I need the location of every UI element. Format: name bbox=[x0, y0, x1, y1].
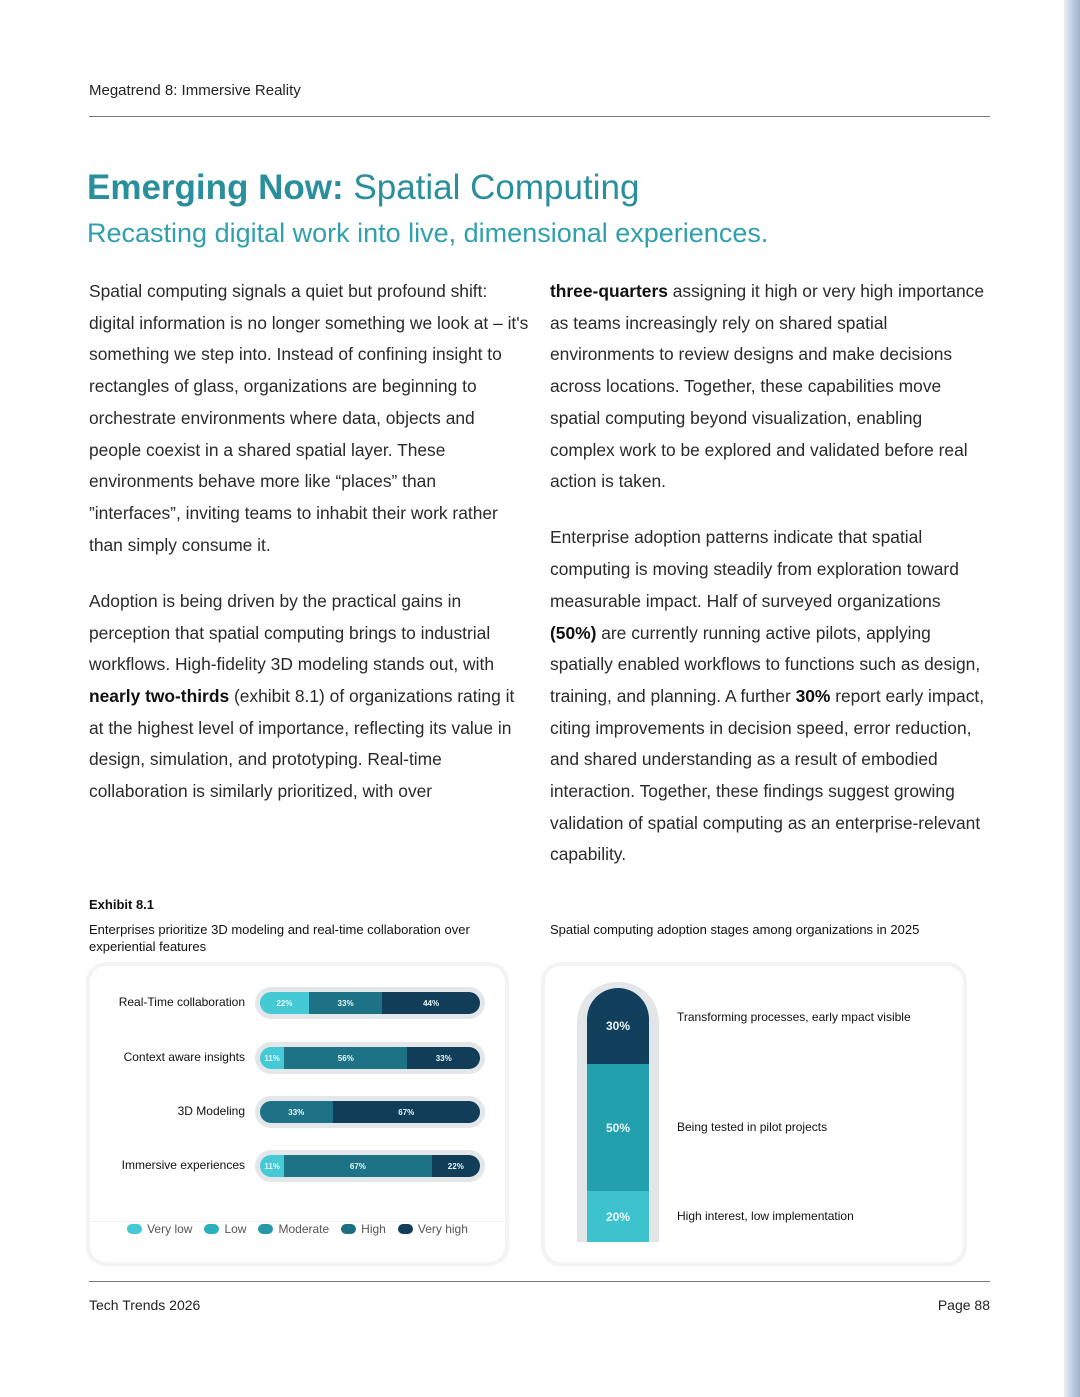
bar-track bbox=[255, 1096, 485, 1128]
chart-row bbox=[90, 1150, 500, 1182]
bar-segment-very-low: 11% bbox=[260, 1047, 284, 1069]
bar-segment-high: 33% bbox=[309, 992, 382, 1014]
legend-swatch bbox=[204, 1224, 219, 1234]
bar-segment-high: 56% bbox=[284, 1047, 407, 1069]
legend-item bbox=[258, 1222, 329, 1236]
legend-item bbox=[127, 1222, 192, 1236]
title-rest: Spatial Computing bbox=[343, 168, 640, 207]
bar-track bbox=[577, 982, 659, 1242]
text: assigning it high or very high importance as teams increasingly rely on shared spatial environments to review designs and make decisions across locations. Together, these capabilities move spatial computing beyond visualization, enabling complex work to be explored and validated before real action is taken. bbox=[550, 281, 985, 492]
header-divider bbox=[89, 116, 990, 117]
legend-label: Very high bbox=[417, 1222, 468, 1236]
legend-swatch bbox=[258, 1224, 273, 1234]
legend-label: Moderate bbox=[278, 1222, 330, 1236]
footer-title: Tech Trends 2026 bbox=[89, 1297, 201, 1313]
stacked-bar bbox=[260, 1101, 480, 1123]
paragraph bbox=[89, 586, 529, 808]
legend-swatch bbox=[341, 1224, 356, 1234]
column-segment: 50% bbox=[587, 1064, 649, 1191]
column-segment: 30% bbox=[587, 988, 649, 1064]
chart-legend bbox=[90, 1221, 505, 1236]
bar-segment-very-high: 22% bbox=[432, 1155, 480, 1177]
chart-caption bbox=[550, 921, 950, 938]
chart-row bbox=[90, 987, 500, 1019]
stacked-bar bbox=[260, 1155, 480, 1177]
bar-track bbox=[255, 1042, 485, 1074]
segment-label: High interest, low implementation bbox=[677, 1208, 854, 1223]
text: Enterprise adoption patterns indicate that spatial computing is moving steadily from exploration toward measurable impact. Half of surveyed organizations bbox=[550, 527, 959, 611]
segment-label: Being tested in pilot projects bbox=[677, 1119, 828, 1134]
legend-item bbox=[398, 1222, 468, 1236]
bar-segment-very-high: 33% bbox=[407, 1047, 480, 1069]
category-label: Real-Time collaboration bbox=[118, 995, 245, 1009]
exhibit-caption bbox=[89, 896, 499, 955]
category-label: 3D Modeling bbox=[177, 1104, 245, 1118]
footer-divider bbox=[89, 1281, 990, 1282]
legend-item bbox=[341, 1222, 386, 1236]
bar-segment-very-low: 22% bbox=[260, 992, 309, 1014]
category-label: Context aware insights bbox=[123, 1050, 245, 1064]
page-title bbox=[87, 168, 639, 208]
emphasis: three-quarters bbox=[550, 281, 668, 301]
paragraph: Spatial computing signals a quiet but profound shift: digital information is no longer something we look at – it's something we step into. Instead of confining insight to rectangles of glass, organizations are beginning to orchestrate environments where data, objects and people coexist in a shared spatial layer. These environments behave more like “places” than ”interfaces”, inviting teams to inhabit their work rather than simply consume it. bbox=[89, 281, 529, 555]
page-edge bbox=[1064, 0, 1080, 1397]
bar-segment-very-low: 11% bbox=[260, 1155, 284, 1177]
left-column bbox=[89, 276, 529, 832]
vertical-stage-chart bbox=[545, 966, 963, 1262]
right-column bbox=[550, 276, 990, 896]
page-number: Page 88 bbox=[937, 1297, 990, 1313]
chart-row bbox=[90, 1042, 500, 1074]
text: are currently running active pilots, applying spatially enabled workflows to functions such as design, training, and planning. A further bbox=[550, 622, 981, 706]
page-subtitle: Recasting digital work into live, dimensional experiences. bbox=[87, 218, 769, 248]
bar-track bbox=[255, 1150, 485, 1182]
bar-segment-high: 33% bbox=[260, 1101, 333, 1123]
legend-item bbox=[204, 1222, 246, 1236]
legend-label: High bbox=[361, 1222, 386, 1236]
legend-swatch bbox=[127, 1224, 142, 1234]
paragraph bbox=[550, 522, 990, 871]
column-segment: 20% bbox=[587, 1191, 649, 1242]
stacked-bar-chart bbox=[90, 966, 505, 1262]
emphasis: nearly two-thirds bbox=[89, 685, 230, 706]
stacked-bar bbox=[260, 1047, 480, 1069]
bar-segment-very-high: 67% bbox=[333, 1101, 480, 1123]
exhibit-label: Exhibit 8.1 bbox=[89, 897, 155, 912]
legend-label: Low bbox=[224, 1222, 247, 1236]
chart-title: Spatial computing adoption stages among organizations in 2025 bbox=[550, 922, 920, 937]
chart-row bbox=[90, 1096, 500, 1128]
emphasis: (50%) bbox=[550, 622, 597, 643]
category-label: Immersive experiences bbox=[121, 1158, 245, 1172]
bar-track bbox=[255, 987, 485, 1019]
chart-title: Enterprises prioritize 3D modeling and real-time collaboration over experiential features bbox=[89, 922, 470, 954]
paragraph bbox=[550, 276, 990, 498]
stacked-column bbox=[587, 988, 649, 1242]
bar-segment-very-high: 44% bbox=[382, 992, 480, 1014]
legend-label: Very low bbox=[147, 1222, 193, 1236]
segment-label: Transforming processes, early mpact visible bbox=[677, 1010, 911, 1025]
legend-swatch bbox=[398, 1224, 413, 1234]
text: (exhibit 8.1) of organizations rating it at the highest level of importance, reflecting its value in design, simulation, and prototyping. Real-time collaboration is similarly prioritized, with over bbox=[89, 685, 515, 802]
stacked-bar bbox=[260, 992, 480, 1014]
bar-segment-high: 67% bbox=[284, 1155, 431, 1177]
running-header: Megatrend 8: Immersive Reality bbox=[89, 82, 301, 99]
text: report early impact, citing improvements in decision speed, error reduction, and shared understanding as a result of embodied interaction. Together, these findings suggest growing validation of spatial computing as an enterprise-relevant capability. bbox=[550, 685, 985, 865]
text: Adoption is being driven by the practical gains in perception that spatial computing brings to industrial workflows. High-fidelity 3D modeling stands out, with bbox=[89, 590, 494, 675]
title-bold: Emerging Now: bbox=[87, 168, 344, 207]
emphasis: 30% bbox=[795, 685, 831, 706]
